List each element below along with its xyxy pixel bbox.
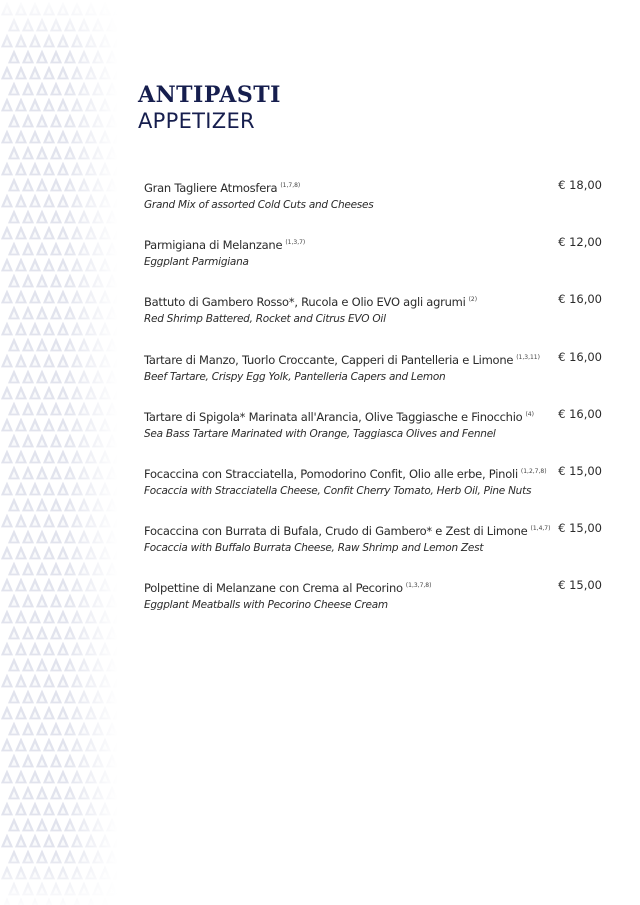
menu-item [144, 577, 604, 634]
section-header [138, 82, 281, 134]
menu-item [144, 291, 604, 348]
menu-item [144, 520, 604, 577]
item-description: Focaccia with Stracciatella Cheese, Confit Cherry Tomato, Herb Oil, Pine Nuts [144, 484, 532, 497]
item-description: Sea Bass Tartare Marinated with Orange, Taggiasca Olives and Fennel [144, 427, 496, 440]
item-allergens: (4) [525, 410, 534, 418]
item-price: € 18,00 [558, 178, 602, 192]
item-allergens: (1,3,7,8) [405, 582, 432, 590]
item-description: Beef Tartare, Crispy Egg Yolk, Pantelleria Capers and Lemon [144, 370, 446, 383]
item-name: Focaccina con Burrata di Bufala, Crudo di Gambero* e Zest di Limone [144, 524, 528, 539]
item-price: € 15,00 [558, 463, 602, 478]
item-name: Gran Tagliere Atmosfera [144, 181, 278, 195]
item-name: Focaccina con Stracciatella, Pomodorino Confit, Olio alle erbe, Pinoli [144, 466, 518, 481]
item-price: € 15,00 [558, 578, 602, 593]
menu-list [144, 177, 604, 635]
item-price: € 16,00 [558, 406, 602, 421]
item-allergens: (1,2,7,8) [520, 467, 547, 475]
item-price: € 15,00 [558, 521, 602, 536]
section-title-english: APPETIZER [138, 109, 255, 133]
menu-item [144, 234, 604, 291]
item-name: Polpettine di Melanzane con Crema al Pecorino [144, 581, 403, 596]
item-description: Eggplant Parmigiana [144, 256, 249, 269]
item-price: € 12,00 [558, 235, 602, 250]
item-name: Tartare di Manzo, Tuorlo Croccante, Capperi di Pantelleria e Limone [144, 352, 514, 367]
item-price: € 16,00 [558, 349, 602, 364]
item-allergens: (1,3,7) [285, 239, 306, 247]
item-allergens: (2) [468, 296, 478, 304]
menu-item [144, 349, 604, 406]
item-allergens: (1,4,7) [530, 525, 551, 533]
menu-item [144, 463, 604, 520]
item-description: Grand Mix of assorted Cold Cuts and Cheeses [144, 199, 374, 211]
item-name: Tartare di Spigola* Marinata all'Arancia, Olive Taggiasche e Finocchio [144, 409, 523, 424]
item-description: Red Shrimp Battered, Rocket and Citrus EVO Oil [144, 313, 386, 326]
section-title-italian: ANTIPASTI [138, 82, 281, 108]
item-description: Focaccia with Buffalo Burrata Cheese, Raw Shrimp and Lemon Zest [144, 542, 484, 555]
menu-item [144, 406, 604, 463]
triangle-lattice-pattern-icon [0, 0, 118, 905]
item-name: Parmigiana di Melanzane [144, 238, 283, 253]
item-allergens: (1,7,8) [280, 182, 301, 189]
item-allergens: (1,3,11) [516, 353, 540, 361]
item-description: Eggplant Meatballs with Pecorino Cheese Cream [144, 599, 388, 612]
item-name: Battuto di Gambero Rosso*, Rucola e Olio EVO agli agrumi [144, 295, 466, 310]
side-decorative-pattern [0, 0, 118, 905]
item-price: € 16,00 [558, 292, 602, 307]
menu-item [144, 177, 604, 234]
